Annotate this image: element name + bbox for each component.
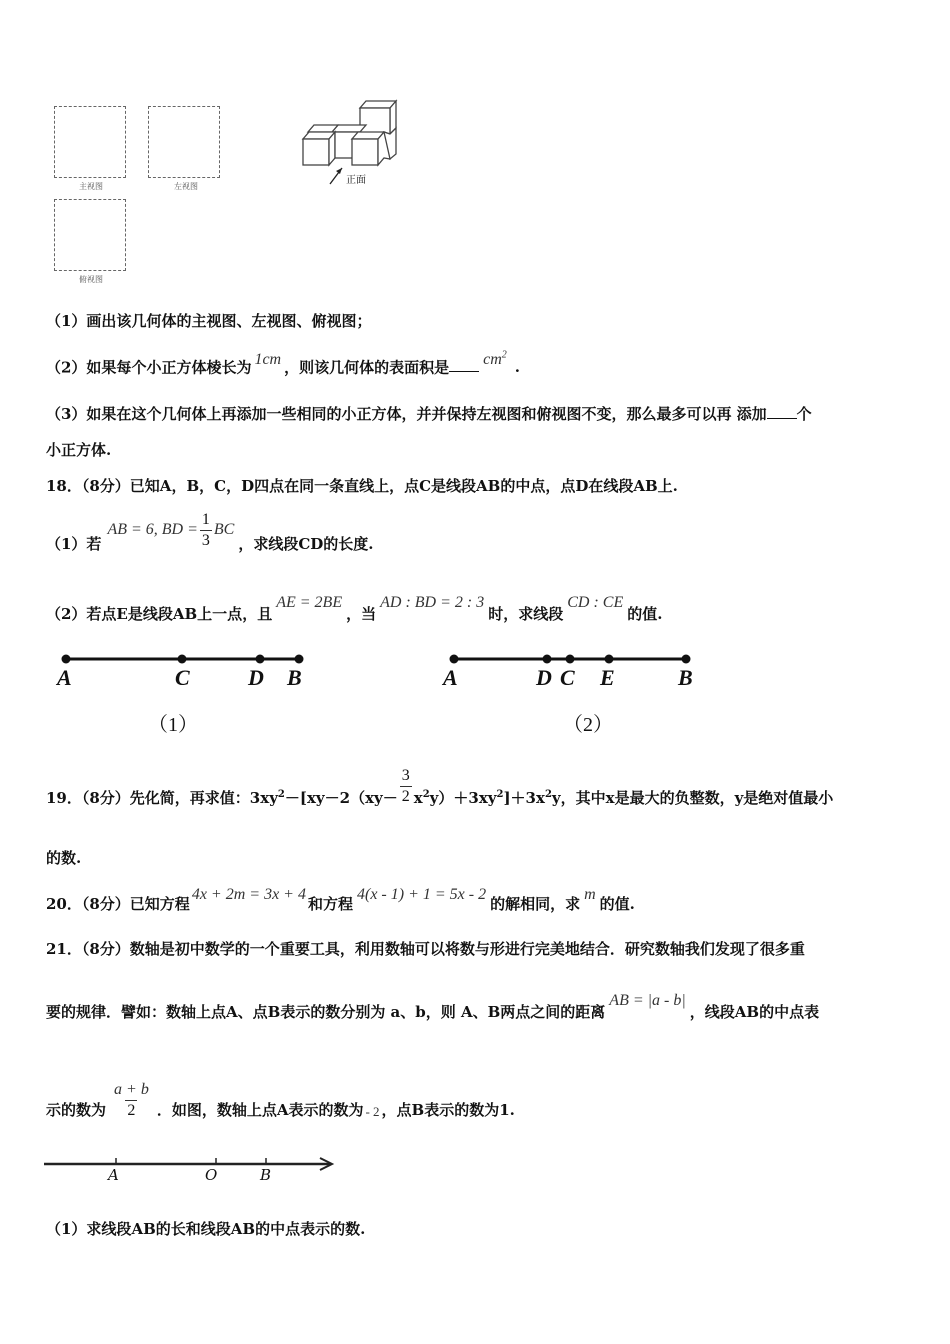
q17-part2 xyxy=(46,350,521,378)
q18-frac-num: 1 xyxy=(201,510,210,528)
q18-part2 xyxy=(46,592,662,632)
q20-text-b: 和方程 xyxy=(307,895,353,913)
left-view-box xyxy=(148,106,220,178)
q18-part1-text-b: ，求线段CD的长度. xyxy=(238,535,374,553)
q20-text-d: 的值. xyxy=(599,895,635,913)
q19-fraction xyxy=(400,766,412,807)
fig1-label-B: B xyxy=(287,665,302,690)
q18-part1-math: AB = 6, BD = xyxy=(107,521,198,538)
q17-part2-text-b: ，则该几何体的表面积是 xyxy=(284,358,450,377)
fig1-point-C xyxy=(178,655,187,664)
q21-distance-formula: AB = |a - b| xyxy=(609,992,686,1009)
fig2-label-C: C xyxy=(560,665,575,690)
q17-part3-blank[interactable] xyxy=(767,404,797,419)
q19-frac-num: 3 xyxy=(401,766,410,784)
q18-part1-fraction xyxy=(200,510,212,551)
front-view-box xyxy=(54,106,126,178)
q21-midpoint-fraction xyxy=(112,1080,151,1121)
q18-part2-math1: AE = 2BE xyxy=(276,594,343,611)
q20-line xyxy=(46,884,635,914)
q19-line1 xyxy=(46,762,833,810)
q18-part1 xyxy=(46,510,374,553)
q21-line3 xyxy=(46,1076,515,1124)
fig2-point-E xyxy=(605,655,614,664)
fig2-caption: （2） xyxy=(563,714,613,736)
axis-label-B: B xyxy=(260,1166,272,1184)
q18-part2-text-b: ，当 xyxy=(346,605,377,623)
fig1-point-B xyxy=(295,655,304,664)
q19-line2: 的数. xyxy=(46,849,82,867)
q17-part3-line2: 小正方体. xyxy=(46,441,112,459)
q18-part2-text-c: 时，求线段 xyxy=(488,605,564,623)
q21-line2-text-a: 要的规律．譬如：数轴上点A、点B表示的数分别为 a、b，则 A、B两点之间的距离 xyxy=(46,1003,606,1021)
q17-answer-blank[interactable] xyxy=(449,357,479,372)
axis-label-A: A xyxy=(108,1166,119,1184)
fig1-label-A: A xyxy=(57,665,72,690)
q20-equation2: 4(x - 1) + 1 = 5x - 2 xyxy=(356,886,487,903)
q21-frac-den: 2 xyxy=(127,1101,136,1119)
top-view-caption: 俯视图 xyxy=(79,275,103,284)
q17-part2-text-c: . xyxy=(514,358,521,377)
fig2-point-B xyxy=(682,655,691,664)
q21-line3-text-a: 示的数为 xyxy=(46,1101,107,1119)
q19-text-b: $x^2y)+3xy^2]+3x^2y$，其中x是最大的负整数，y是绝对值最小 xyxy=(413,788,834,807)
q21-value-neg2: - 2 xyxy=(365,1104,380,1119)
q17-part3 xyxy=(46,404,812,424)
front-face-label: 正面 xyxy=(346,175,366,186)
fig2-label-E: E xyxy=(600,665,615,690)
q18-part2-math3: CD : CE xyxy=(567,594,624,611)
q21-number-line xyxy=(44,1152,340,1176)
q18-stem: 18．（8分）已知A，B，C，D四点在同一条直线上，点C是线段AB的中点，点D在线段AB上. xyxy=(46,477,678,495)
fig1-point-D xyxy=(256,655,265,664)
fig1-caption: （1） xyxy=(148,714,198,736)
fig2-point-C xyxy=(566,655,575,664)
q20-variable-m: m xyxy=(584,886,596,903)
q18-part1-text-a: （1）若 xyxy=(46,535,102,553)
q18-part1-math2: BC xyxy=(213,521,235,538)
q21-line2 xyxy=(46,990,819,1020)
q21-line2-text-b: ，线段AB的中点表 xyxy=(689,1003,820,1021)
q19-text-a: 19．（8分）先化简，再求值：$3xy^2-[xy-2(xy-$ xyxy=(46,788,398,807)
fig1-point-A xyxy=(62,655,71,664)
q21-line1: 21．（8分）数轴是初中数学的一个重要工具，利用数轴可以将数与形进行完美地结合．研究数轴我们发现了很多重 xyxy=(46,940,805,958)
q18-frac-den: 3 xyxy=(201,531,210,549)
q20-equation1: 4x + 2m = 3x + 4 xyxy=(191,886,306,903)
q20-text-a: 20．（8分）已知方程 xyxy=(46,895,190,913)
q18-part2-text-a: （2）若点E是线段AB上一点，且 xyxy=(46,605,273,623)
fig2-label-A: A xyxy=(443,665,458,690)
fig2-label-D: D xyxy=(536,665,552,690)
q18-part2-math2: AD : BD = 2 : 3 xyxy=(380,594,485,611)
left-view-caption: 左视图 xyxy=(174,182,198,191)
q17-part3-text-a: （3）如果在这个几何体上再添加一些相同的小正方体，并并保持左视图和俯视图不变，那么最多可以再 添加 xyxy=(46,405,767,423)
q21-frac-num: a + b xyxy=(114,1080,149,1098)
fig1-label-D: D xyxy=(248,665,264,690)
fig2-label-B: B xyxy=(678,665,693,690)
q17-edge-length: 1cm xyxy=(254,351,282,369)
q17-part3-text-b: 个 xyxy=(796,405,812,423)
q20-text-c: 的解相同，求 xyxy=(490,895,581,913)
front-view-caption: 主视图 xyxy=(79,182,103,191)
q18-part2-text-d: 的值. xyxy=(627,605,663,623)
top-view-box xyxy=(54,199,126,271)
q17-part1: （1）画出该几何体的主视图、左视图、俯视图； xyxy=(46,312,372,330)
q21-line3-text-c: ，点B表示的数为1. xyxy=(381,1101,515,1119)
q17-part2-text-a: （2）如果每个小正方体棱长为 xyxy=(46,358,252,377)
q17-area-unit: $cm^2$ xyxy=(483,350,507,369)
axis-label-O: O xyxy=(205,1166,218,1184)
fig2-point-D xyxy=(543,655,552,664)
q21-line3-text-b: ．如图，数轴上点A表示的数为 xyxy=(156,1101,364,1119)
q21-part1: （1）求线段AB的长和线段AB的中点表示的数. xyxy=(46,1220,366,1238)
fig2-point-A xyxy=(450,655,459,664)
q19-frac-den: 2 xyxy=(401,787,410,805)
fig1-label-C: C xyxy=(175,665,190,690)
